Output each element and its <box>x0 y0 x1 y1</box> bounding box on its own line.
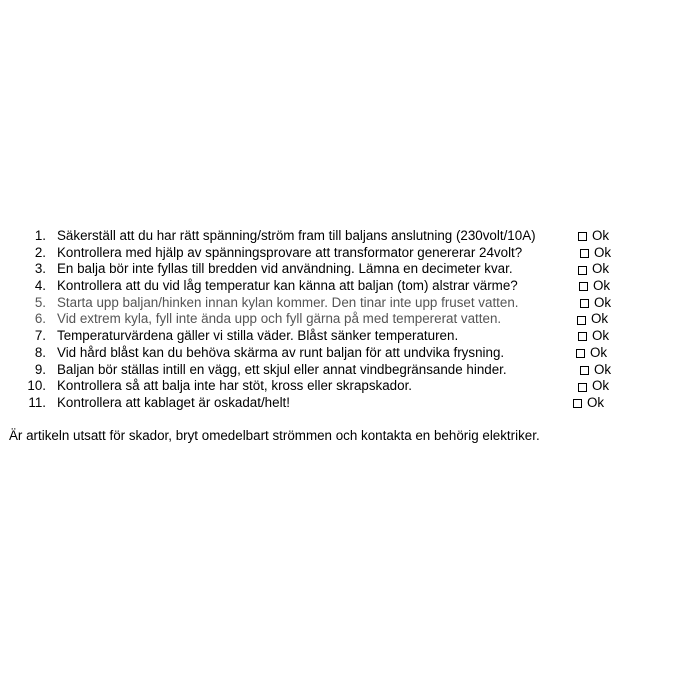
checklist-item-8 <box>0 345 685 362</box>
checkbox-icon[interactable] <box>576 349 585 358</box>
checklist-item-1 <box>0 228 685 245</box>
item-text: Kontrollera med hjälp av spänningsprovare att transformator genererar 24volt? <box>57 244 523 260</box>
ok-checkbox[interactable] <box>579 278 610 295</box>
item-text: Vid hård blåst kan du behöva skärma av runt baljan för att undvika frysning. <box>57 344 505 360</box>
ok-label: Ok <box>592 228 610 243</box>
checkbox-icon[interactable] <box>573 399 582 408</box>
ok-checkbox[interactable] <box>576 345 607 362</box>
ok-label: Ok <box>594 244 612 260</box>
ok-label: Ok <box>594 294 612 310</box>
item-number: 4. <box>34 278 46 294</box>
checkbox-icon[interactable] <box>579 282 588 291</box>
item-number: 8. <box>34 344 46 360</box>
checklist-item-10 <box>0 378 685 395</box>
checklist-item-9 <box>0 362 685 379</box>
ok-label: Ok <box>590 344 608 360</box>
ok-label: Ok <box>592 378 610 394</box>
ok-checkbox[interactable] <box>573 395 604 412</box>
ok-label: Ok <box>592 261 610 277</box>
ok-checkbox[interactable] <box>577 311 608 328</box>
item-text: En balja bör inte fyllas till bredden vid användning. Lämna en decimeter kvar. <box>57 261 513 277</box>
ok-checkbox[interactable] <box>580 362 611 379</box>
ok-checkbox[interactable] <box>580 295 611 312</box>
safety-notice: Är artikeln utsatt för skador, bryt omedelbart strömmen och kontakta en behörig elektriker. <box>9 428 540 443</box>
item-number: 7. <box>34 328 46 344</box>
item-number: 5. <box>34 294 46 310</box>
ok-checkbox[interactable] <box>580 245 611 262</box>
item-number: 2. <box>34 244 46 260</box>
item-text: Kontrollera så att balja inte har stöt, kross eller skrapskador. <box>57 378 413 394</box>
checklist-item-2 <box>0 245 685 262</box>
item-number: 10. <box>27 378 46 394</box>
item-text: Temperaturvärdena gäller vi stilla väder. Blåst sänker temperaturen. <box>57 328 459 344</box>
item-text: Baljan bör ställas intill en vägg, ett skjul eller annat vindbegränsande hinder. <box>57 361 507 377</box>
checklist-item-5 <box>0 295 685 312</box>
item-text: Starta upp baljan/hinken innan kylan kommer. Den tinar inte upp fruset vatten. <box>57 294 519 310</box>
checklist-item-4 <box>0 278 685 295</box>
checkbox-icon[interactable] <box>578 232 587 241</box>
item-number: 3. <box>34 261 46 277</box>
ok-checkbox[interactable] <box>578 261 609 278</box>
item-number: 1. <box>34 228 46 243</box>
item-number: 11. <box>28 394 46 410</box>
checklist-item-7 <box>0 328 685 345</box>
ok-label: Ok <box>593 278 611 294</box>
checklist-item-3 <box>0 261 685 278</box>
ok-checkbox[interactable] <box>578 378 609 395</box>
item-text: Vid extrem kyla, fyll inte ända upp och fyll gärna på med tempererat vatten. <box>57 311 502 327</box>
ok-label: Ok <box>587 394 605 410</box>
ok-label: Ok <box>594 361 612 377</box>
item-text: Kontrollera att du vid låg temperatur kan känna att baljan (tom) alstrar värme? <box>57 278 518 294</box>
checklist-item-6 <box>0 311 685 328</box>
checkbox-icon[interactable] <box>580 366 589 375</box>
item-text: Säkerställ att du har rätt spänning/ström fram till baljans anslutning (230volt/10A) <box>57 228 536 243</box>
ok-label: Ok <box>591 311 609 327</box>
checklist <box>0 228 685 412</box>
checkbox-icon[interactable] <box>580 299 589 308</box>
checkbox-icon[interactable] <box>578 383 587 392</box>
item-text: Kontrollera att kablaget är oskadat/helt! <box>57 394 290 410</box>
ok-label: Ok <box>592 328 610 344</box>
checkbox-icon[interactable] <box>577 316 586 325</box>
checklist-item-11 <box>0 395 685 412</box>
item-number: 6. <box>34 311 46 327</box>
ok-checkbox[interactable] <box>578 328 609 345</box>
checkbox-icon[interactable] <box>578 332 587 341</box>
checkbox-icon[interactable] <box>578 266 587 275</box>
checkbox-icon[interactable] <box>580 249 589 258</box>
ok-checkbox[interactable] <box>578 228 609 245</box>
item-number: 9. <box>34 361 46 377</box>
